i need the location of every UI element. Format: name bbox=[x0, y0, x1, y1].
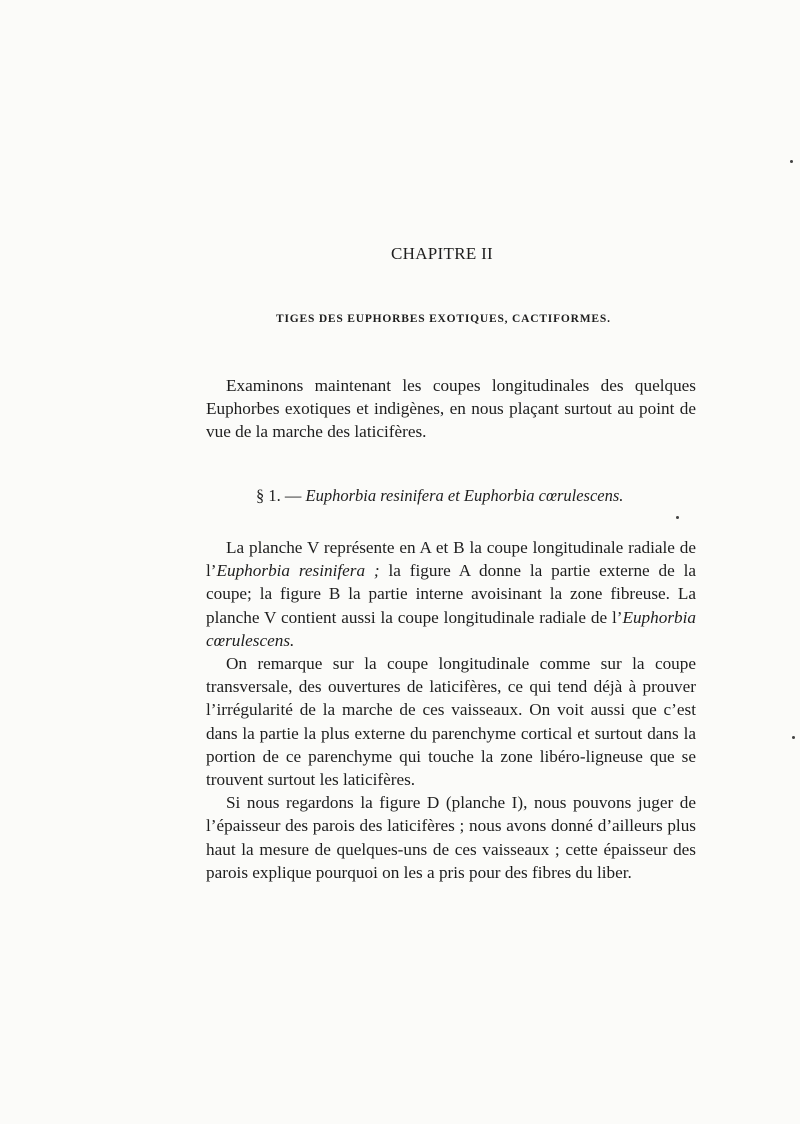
body-paragraph-3: Si nous regardons la figure D (planche I), nous pouvons juger de l’épaisseur des parois des laticifères ; nous avons donné d’ailleurs plus haut la mesure de quelques-uns de ces vaisseaux ; cette épaisseur des parois explique pourquoi on les a pris pour des fibres du liber. bbox=[206, 793, 696, 882]
paper-speck bbox=[792, 736, 795, 739]
paper-speck bbox=[790, 160, 793, 163]
body-paragraph-1 bbox=[206, 536, 696, 652]
section-title: Euphorbia resinifera et Euphorbia cœrulescens. bbox=[305, 486, 624, 505]
species-name: Euphorbia cœrulescens. bbox=[206, 607, 696, 650]
body-block bbox=[206, 536, 696, 884]
paragraph-text: La planche V représente en A et B la coupe longitudinale radiale de l’ bbox=[206, 538, 696, 581]
intro-paragraph: Examinons maintenant les coupes longitudinales des quelques Euphorbes exotiques et indigènes, en nous plaçant surtout au point de vue de la marche des laticifères. bbox=[206, 376, 696, 442]
species-name: Euphorbia resinifera ; bbox=[216, 561, 380, 581]
paragraph-text: la figure A donne la partie externe de la coupe; la figure B la partie interne avoisinant la zone fibreuse. La planche V contient aussi la coupe longitudinale radiale de l’ bbox=[206, 561, 696, 627]
body-paragraph-2: On remarque sur la coupe longitudinale comme sur la coupe transversale, des ouvertures de laticifères, ce qui tend déjà à prouver l’irrégularité de la marche de ces vaisseaux. On voit aussi que c’est dans la partie la plus externe du parenchyme cortical et surtout dans la portion de ce parenchyme qui touche la zone libéro-ligneuse que se trouvent surtout les laticifères. bbox=[206, 654, 696, 790]
chapter-subtitle: TIGES DES EUPHORBES EXOTIQUES, CACTIFORMES. bbox=[276, 313, 611, 325]
section-number: § 1. — bbox=[256, 486, 302, 505]
paper-speck bbox=[676, 516, 679, 519]
section-heading bbox=[256, 486, 623, 506]
chapter-heading: CHAPITRE II bbox=[391, 244, 493, 263]
intro-block bbox=[206, 374, 696, 444]
